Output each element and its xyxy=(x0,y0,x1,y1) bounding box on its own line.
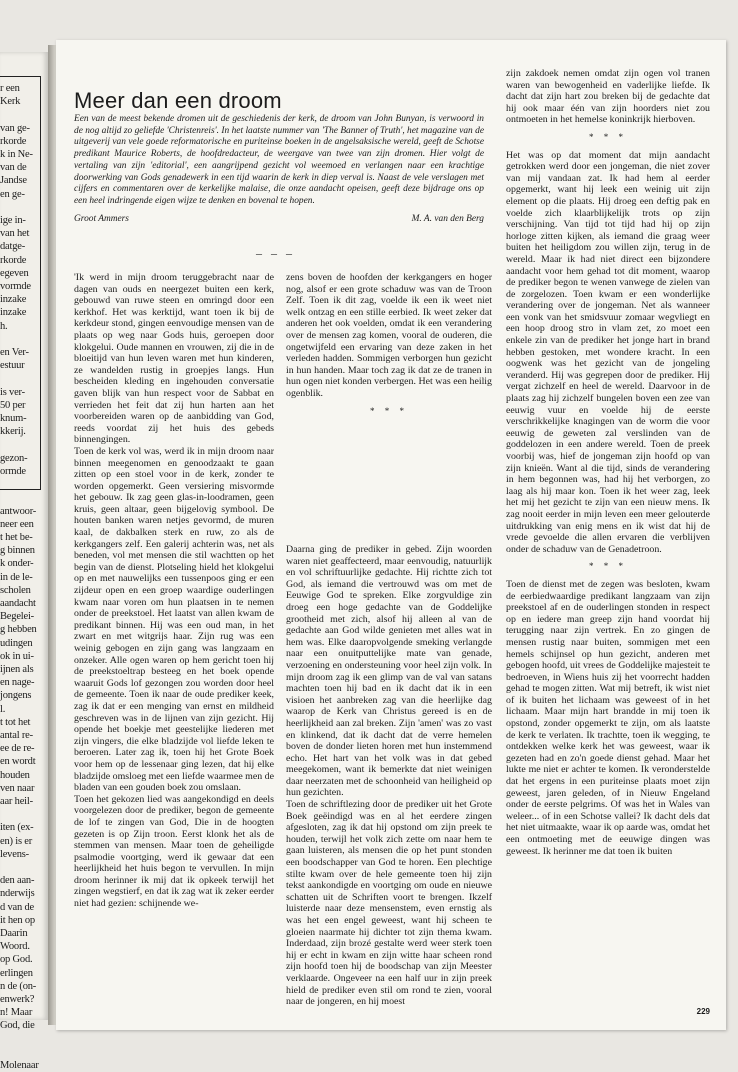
paragraph: Toen de schriftlezing door de prediker uit het Grote Boek geëindigd was en al het eerdere zingen afgesloten, zag ik dat hij opstond om zijn preek te houden, terwijl het volk zich zette om naar hem te gaan luisteren, als mensen die op het punt stonden een boodschapper van God te horen. Een plechtige stilte kwam over de hele gemeente toen hij zijn tekst aankondigde en voortging om oude en nieuwe schatten uit de Schriften voort te brengen. Ikzelf luisterde naar deze mensenstem, even ernstig als was het een engel geweest, want hij scheen te gloeien naarmate hij dichter tot zijn thema kwam. Inderdaad, zijn brozé gestalte werd weer sterk toen hij er echt in kwam en zijn witte haar scheen rond zijn hoofd toen hij de boodschap van zijn Meester verklaarde. Ongeveer na een half uur in zijn preek hield de prediker even stil om rond te zien, vooral naar de jongeren, en hij moest xyxy=(286,799,492,1008)
previous-page-line: g hebben xyxy=(0,624,37,636)
previous-page-line: l. xyxy=(0,703,6,715)
previous-page-line: antwoor- xyxy=(0,505,37,517)
previous-page-line: Kerk xyxy=(0,96,21,108)
previous-page-line: van ge- xyxy=(0,122,30,134)
previous-page-line: ven naar xyxy=(0,782,35,794)
previous-page-line: ee de re- xyxy=(0,743,35,755)
page-number: 229 xyxy=(696,1007,710,1016)
previous-page-line xyxy=(0,372,39,385)
previous-page-line xyxy=(0,478,39,491)
signature-place: Groot Ammers xyxy=(74,214,129,224)
paragraph: Toen de kerk vol was, werd ik in mijn droom naar binnen meegenomen en genoodzaakt te gaan zitten op een stoel voor in de kerk, zonder te worden opgemerkt. Geen versiering misvormde het gebouw. Ik zag geen glas-in-loodramen, geen kruis, geen altaar, geen bijgelovig symbool. De houten banken waren netjes gevormd, de muren kaal, de dakbalken sterk en ruw, zo als de kerkgangers zelf. Een galerij achterin was, net als beneden, vol met mensen die stil wachtten op het begin van de dienst. Plotseling hield het klokgelui op en met nauwelijks een tussenpoos ging er een zijdeur open en een groep waardige ouderlingen kwam naar voren om hun plaatsen in te nemen onder de preekstoel. Het laatst van allen kwam de predikant binnen. Hij was een oud man, in het zwart en met witgrijs haar. Zijn rug was een weinig gebogen en zijn gang was langzaam en onzeker. Alle ogen waren op hem gericht toen hij de preekstoeltrap besteeg en het boek opende waaruit Gods lof gezongen zou worden door heel de gemeente. Toen ik naar de oude prediker keek, zag ik dat er een menging van ernst en mildheid geschreven was in de lijnen van zijn gezicht. Hij opende het boekje met geestelijke liederen met zijn vingers, die elke bladzijde vol liefde leken te beroeren. Later zag ik, toen hij het Grote Boek voor hem op de lessenaar ging lezen, dat hij elke bladzijde omsloeg met een liefde waarmee men de bladen van een gouden boek zou omslaan. xyxy=(74,445,274,794)
previous-page-line: udingen xyxy=(0,637,33,649)
previous-page-line: jongens xyxy=(0,690,32,702)
previous-page-line: inzake xyxy=(0,307,27,319)
previous-page-line: knum- xyxy=(0,413,27,425)
previous-page-line xyxy=(0,808,39,821)
previous-page-line xyxy=(0,491,39,504)
previous-page-line: van de xyxy=(0,162,27,174)
previous-page-line: aar heil- xyxy=(0,795,33,807)
column-3 xyxy=(506,68,710,857)
previous-page-line: en ge- xyxy=(0,188,25,200)
previous-page-line: gezon- xyxy=(0,452,28,464)
previous-page-line: estuur xyxy=(0,360,25,372)
section-stars: * * * xyxy=(589,131,627,142)
previous-page-line: t het be- xyxy=(0,531,33,543)
previous-page-line: van het xyxy=(0,228,30,240)
previous-page-line: houden xyxy=(0,769,30,781)
column-1 xyxy=(74,272,274,910)
previous-page-line: ormde xyxy=(0,465,26,477)
previous-page-line: en Ver- xyxy=(0,347,29,359)
previous-page-line: ijnen als xyxy=(0,663,34,675)
previous-page-line: nderwijs xyxy=(0,888,35,900)
paragraph: Daarna ging de prediker in gebed. Zijn woorden waren niet geaffecteerd, maar eenvoudig, natuurlijk en vol schriftuurlijke gedachte. Hij richtte zich tot God, als iemand die vertrouwd was om met de Eeuwige God te spreken. Elke zorgvuldige zin droeg een hoge gedachte van de Goddelijke grootheid met zich, alsof hij alleen al van de gedachte aan God wilde genieten met alles wat in hem was. Elke daaropvolgende smeking verlangde naar een onuitputtelijke mate van genade, verzoening en ondersteuning voor heel zijn volk. In mijn droom zag ik een glimp van de val van satans machten toen hij bad en ik dacht dat ik in een visioen het aanbreken zag van die heerlijke dag waarop de Kerk van Christus gereed is en de heerlijkheid aan zal breken. Zijn 'amen' was zo vast en klinkend, dat ik dacht dat de verre hemelen boven de donder lieten horen met hun instemmend echo. Het hart van het volk was in dat gebed meegekomen, want ik bemerkte dat niet weinigen daar neerzaten met de schoonheid van heiligheid op hun gezichten. xyxy=(286,544,492,799)
article-intro: Een van de meest bekende dromen uit de geschiedenis der kerk, de droom van John Bunyan, is verwoord in de nog altijd zo geliefde 'Christenreis'. In het laatste nummer van 'The Banner of Truth', het magazine van de uitgeverij van vele goede reformatorische en puriteinse boeken in de angelsaksische wereld, geeft de Schotse predikant Maurice Roberts, de hoofdredacteur, de weergave van twee van zijn dromen. Hier volgt de vertaling van zijn 'editorial', een aangrijpend gezicht vol weemoed en verlangen naar een krachtige doorwerking van Gods genadewerk in een tijd waarin de kerk in diep verval is. Naast de vele verslagen met cijfers en commentaren over de kerkelijke malaise, die onze aandacht opeisen, geeft deze bijdrage ons op een heel indringende eigen wijze te denken en bovenal te hopen. xyxy=(74,114,484,206)
previous-page-line: den aan- xyxy=(0,875,35,887)
previous-page-text xyxy=(0,82,39,1072)
previous-page-edge xyxy=(0,52,48,1072)
previous-page-line: en) is er xyxy=(0,835,33,847)
magazine-page xyxy=(56,40,726,1030)
previous-page-line: enwerk? xyxy=(0,994,35,1006)
previous-page-line: Begelei- xyxy=(0,611,34,623)
previous-page-line: rkorde xyxy=(0,254,27,266)
previous-page-line: en nage- xyxy=(0,677,35,689)
previous-page-line: vormde xyxy=(0,281,31,293)
previous-page-line xyxy=(0,438,39,451)
article-title: Meer dan een droom xyxy=(74,88,282,113)
section-stars: * * * xyxy=(589,561,627,572)
paragraph: 'Ik werd in mijn droom teruggebracht naar de dagen van ouds en neergezet buiten een kerk, gebouwd van ruwe steen en omringd door een kerkhof. Het was kerktijd, want toen ik bij de kerkdeur stond, gingen eenvoudige mensen van de plaats op weg naar Gods huis, geroepen door klokgelui. Oude mannen en vrouwen, zij die in de bloeitijd van hun leven waren met hun kinderen, ze wandelden rustig in groepjes langs. Hun bescheiden kleding en ingehouden conversatie gaven blijk van hun respect voor de Sabbat en verrieden het feit dat zij hun harten aan het voorbereiden waren op de aanbidding van God, reeds voordat zij het huis des gebeds binnengingen. xyxy=(74,272,274,446)
previous-page-line: Jandse xyxy=(0,175,27,187)
previous-page-line: Woord. xyxy=(0,941,30,953)
previous-page-line: n! Maar xyxy=(0,1007,33,1019)
previous-page-line: it hen op xyxy=(0,914,35,926)
previous-page-line: r een xyxy=(0,83,20,94)
signature-author: M. A. van den Berg xyxy=(411,214,484,224)
previous-page-line: ige in- xyxy=(0,215,26,227)
previous-page-line: iten (ex- xyxy=(0,822,34,834)
section-stars: * * * xyxy=(370,405,408,416)
intro-signature xyxy=(74,214,484,224)
paragraph: zens boven de hoofden der kerkgangers en hoger nog, alsof er een grote schaduw was van de Troon Zelf. Toen ik dit zag, voelde ik een ik weet niet welk ontzag en een stille eerbied. Ik weet zeker dat anderen het ook voelden, omdat ik een verandering over de mensen zag komen, vooral de ouderen, die ongetwijfeld een ervaring van deze zaken in het verleden hadden. Sommigen verborgen hun gezicht in hun handen. Maar toch zag ik dat ze de tranen in hun ogen niet konden verbergen. Het was een heilig ogenblik. xyxy=(286,272,492,399)
column-2-bottom xyxy=(286,544,492,1008)
previous-page-line: d van de xyxy=(0,901,34,913)
previous-page-line: in de le- xyxy=(0,571,33,583)
previous-page-line: Daarin xyxy=(0,928,28,939)
previous-page-line: neer een xyxy=(0,518,34,530)
book-gutter xyxy=(48,45,56,1025)
previous-page-line xyxy=(0,108,39,121)
paragraph: Het was op dat moment dat mijn aandacht getrokken werd door een jongeman, die niet zover van mij vandaan zat. Ik had hem al eerder opgemerkt, want hij leek een weinig uit zijn element op die plaats. Hij droeg een deftig pak en voelde zich klaarblijkelijk trots op zijn verschijning. Van tijd tot tijd had hij op zijn horloge zitten kijken, als iemand die graag weer buiten het heiligdom zou willen zijn, terug in de wereld. Maar ik had niet direct een bijzondere aandacht voor hem gehad tot dit moment, waarop de prediker begon te wenen vanwege de zielen van de zorgelozen. Toen kwam er een wonderlijke verandering over de jongeman. Net als wanneer een vonk van het smidsvuur zomaar wegvliegt en een hoop droog stro in vlam zet, zo moet een enkele zin van de prediker het jonge hart in brand hebben gestoken, met wondere kracht. In een oogwenk was het gezicht van de jongeling veranderd. Hij was gegrepen door de prediker. Hij vergat zichzelf en heel de wereld. Daarvoor in de plaats zag hij zichzelf bungelen boven een zee van eeuwig vuur en voelde hij de eerste verschrikkelijke knagingen van de worm die voor eeuwig de geweten zal verslinden van de goddelozen in een andere wereld. Toen de preek voorbij was, hief de jongeman zijn hoofd op van zijn knieën. Want al die tijd, sinds de verandering in hem begonnen was, had hij het verborgen, zo laag als hij maar kon. Toen ik het weer zag, leek het mij het gezicht te zijn van een nieuw mens. Ik zag nooit eerder in mijn leven een meer gelouterde uitdrukking van enig mens en ik wist dat hij de vrede gevoelde die allen ervaren die verblijven onder de schaduw van de Genadetroon. xyxy=(506,149,710,555)
previous-page-line xyxy=(0,1033,39,1046)
previous-page-line: en wordt xyxy=(0,756,36,768)
previous-page-line: levens- xyxy=(0,848,29,860)
previous-page-line: rkorde xyxy=(0,135,27,147)
previous-page-line: aandacht xyxy=(0,597,36,609)
previous-page-line: Molenaar xyxy=(0,1060,39,1072)
previous-page-line: God, die xyxy=(0,1020,35,1032)
previous-page-line: n de (on- xyxy=(0,980,37,992)
previous-page-line xyxy=(0,333,39,346)
previous-page-line: k onder- xyxy=(0,558,34,570)
paragraph: Toen het gekozen lied was aangekondigd en deels voorgelezen door de prediker, begon de gemeente de lof te zingen van God, Die in de hoogten gezeten is op Zijn troon. Eerst klonk het als de stemmen van mensen. Maar toen de geheiligde psalmodie voortging, werd ik gewaar dat een heerlijkheid het huis begon te vervullen. In mijn droom herinner ik mij dat ik opkeek terwijl het zingen wegstierf, en dat ik zag wat ik zeker eerder niet had gezien: schijnende we- xyxy=(74,793,274,910)
previous-page-line: scholen xyxy=(0,584,31,596)
previous-page-line xyxy=(0,1046,39,1059)
previous-page-line: egeven xyxy=(0,267,29,279)
previous-page-line: datge- xyxy=(0,241,26,253)
previous-page-line: g binnen xyxy=(0,545,35,557)
previous-page-line: 50 per xyxy=(0,399,26,411)
previous-page-line: is ver- xyxy=(0,386,25,398)
previous-page-line: inzake xyxy=(0,294,27,306)
previous-page-line: k in Ne- xyxy=(0,149,33,161)
previous-page-line: h. xyxy=(0,320,8,332)
previous-page-line: erlingen xyxy=(0,967,33,979)
paragraph: zijn zakdoek nemen omdat zijn ogen vol tranen waren van bewogenheid en vaderlijke liefde. Ik dacht dat zijn hart zou breken bij de gedachte dat hij ook maar één van zijn hoorders niet zou ontmoeten in het hemelse koninkrijk hierboven. xyxy=(506,68,710,126)
previous-page-line: ok in ui- xyxy=(0,650,34,662)
previous-page-line: kkerij. xyxy=(0,426,26,438)
previous-page-line: t tot het xyxy=(0,716,31,728)
previous-page-line xyxy=(0,201,39,214)
column-2-top xyxy=(286,272,492,423)
previous-page-line: op God. xyxy=(0,954,33,966)
paragraph: Toen de dienst met de zegen was besloten, kwam de eerbiedwaardige predikant langzaam van zijn preekstoel af en de ouderlingen stonden in respect op en iedere man greep zijn hand voordat hij terugging naar zijn vertrek. En zo gingen de mensen rustig naar buiten, sommigen met een hemels schijnsel op hun gezicht, anderen met gebogen hoofd, uit vrees de Goddelijke majesteit te bedroeven, in Wiens huis zij het voorrecht hadden gehad te mogen zitten. Wat mij betreft, ik wist niet of ik buiten het lichaam was geweest of in het lichaam. Maar mijn hart brandde in mij toen ik opstond, zonder opgemerkt te zijn, om als laatste de kerk te verlaten. Ik trachtte, toen ik wegging, te ontdekken welke kerk het was geweest, waar ik gezeten had en zo'n goede dienst gehad. Maar het lukte me niet er achter te komen. Ik veronderstelde dat het ergens in een puriteinse plaats moet zijn geweest, jaren geleden, of in Nieuw Engeland onder de eerste pelgrims. Of was het in Wales van weleer... of in een Schotse vallei? Ik dacht dels dat het niet uitmaakte, waar ik op aarde was, omdat het een ontmoeting met de eeuwige dingen was geweest. Ik herinner me dat toen ik buiten xyxy=(506,578,710,857)
previous-page-line: antal re- xyxy=(0,729,33,741)
section-divider: – – – xyxy=(256,246,295,260)
previous-page-line xyxy=(0,861,39,874)
